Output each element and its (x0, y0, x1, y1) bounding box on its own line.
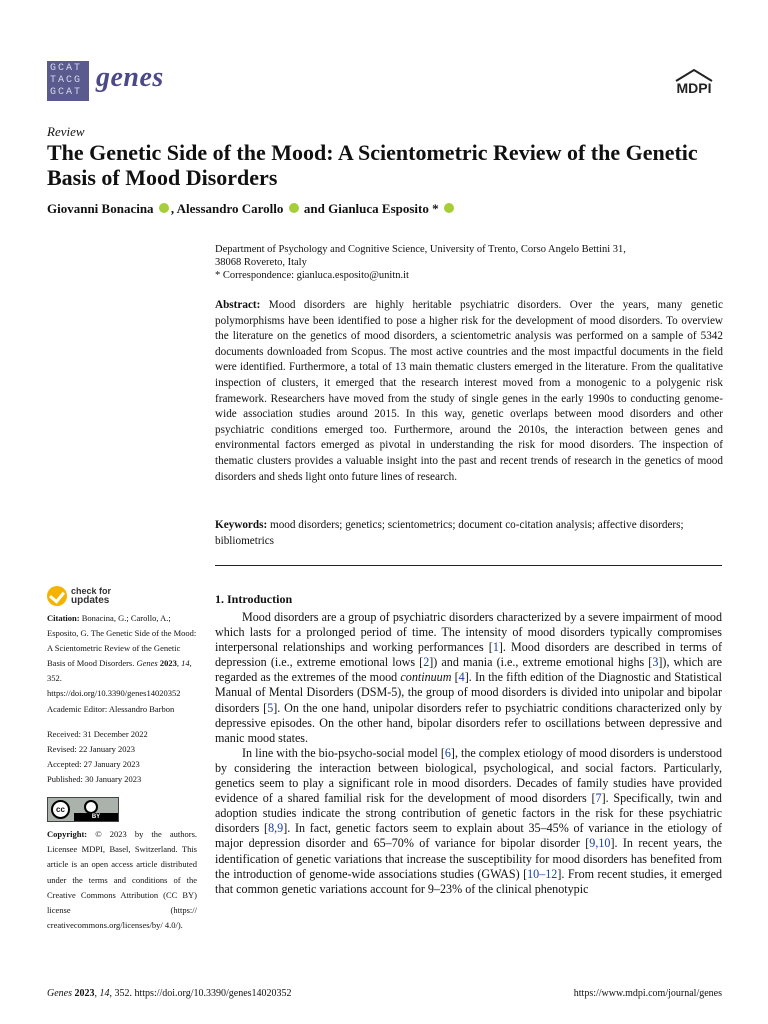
reference-link[interactable]: 3 (652, 655, 659, 670)
affiliation-line: Department of Psychology and Cognitive Science, University of Trento, Corso Angelo Bettini 31, (215, 244, 626, 255)
check-updates-label (71, 586, 111, 606)
check-icon (47, 586, 67, 606)
affiliation-line: 38068 Rovereto, Italy (215, 257, 307, 268)
citation-journal: Genes (136, 658, 158, 668)
footer-citation: Genes 2023, 14, 352. https://doi.org/10.3390/genes14020352 (47, 988, 292, 999)
author-name[interactable]: Giovanni Bonacina (47, 201, 154, 216)
mdpi-logo[interactable] (668, 66, 720, 100)
by-label: BY (74, 813, 118, 821)
reference-link[interactable]: 2 (423, 655, 430, 670)
revised-date: Revised: 22 January 2023 (47, 744, 136, 754)
dates-block (47, 727, 197, 787)
check-updates-line: updates (71, 595, 110, 606)
publisher-name: MDPI (676, 80, 712, 96)
copyright-block (47, 827, 197, 933)
footer-journal: Genes (47, 988, 72, 999)
author-name[interactable]: Alessandro Carollo (176, 201, 284, 216)
cc-license-badge[interactable] (47, 797, 119, 822)
citation-doi[interactable]: , 352. https://doi.org/10.3390/genes14020352 (47, 658, 192, 698)
citation-block: Citation: Bonacina, G.; Carollo, A.; Esposito, G. The Genetic Side of the Mood: A Scientometric Review of the Genetic Basis of Mood Disorders. Genes 2023, 14, 352. https://doi.org/10.3390/genes14020352 (47, 613, 197, 698)
logo-line: GCAT (50, 87, 83, 98)
cc-icon: cc (51, 800, 70, 819)
italic-term: continuum (400, 670, 452, 685)
section-heading: 1. Introduction (215, 592, 293, 606)
logo-line: GCAT (50, 63, 83, 74)
received-date: Received: 31 December 2022 (47, 729, 148, 739)
section-divider (215, 565, 722, 566)
affiliation (215, 243, 725, 282)
keywords-label: Keywords: (215, 519, 268, 531)
reference-link[interactable]: 6 (444, 745, 451, 760)
paragraph: In line with the bio-psycho-social model [6], the complex etiology of mood disorders is understood by considering the interaction between biological, psychological, and social factors. Particularly, genetics seem to play a significant role in mood disorders. Decades of family studies have provided evidence of a shared familial risk for the development of mood disorders [7]. Specifically, twin and adoption studies indicate the strong contribution of genetic factors in the risk for these psychiatric disorders [8,9]. In fact, genetic factors seem to explain about 35–45% of variance in the etiology of major depression disorder and 65–70% of variance for bipolar disorder [9,10]. In recent years, the identification of genetic variations that increase the susceptibility for mood disorders has benefited from the introduction of genome-wide associations studies (GWAS) [10–12]. From recent studies, it emerged that common genetic variations account for 9–23% of the clinical phenotypic (215, 745, 723, 896)
citation-volume: 14 (181, 658, 190, 668)
reference-link[interactable]: 5 (267, 700, 274, 715)
reference-link[interactable]: 1 (492, 640, 499, 655)
accepted-date: Accepted: 27 January 2023 (47, 759, 140, 769)
academic-editor: Academic Editor: Alessandro Barbon (47, 704, 175, 714)
orcid-icon[interactable] (289, 203, 299, 213)
citation-text: Bonacina, G.; Carollo, A.; Esposito, G. The Genetic Side of the Mood: A Scientometric Review of the Genetic Basis of Mood Disorders. (47, 613, 197, 668)
intro-body (215, 610, 722, 897)
footer-year: 2023 (74, 988, 95, 999)
paragraph: Mood disorders are a group of psychiatric disorders characterized by a severe impairment of mood which lasts for a prolonged period of time. The intensity of mood disorders typically compromises interpersonal relationships and working performances [1]. Mood disorders are described in terms of depression (i.e., extreme emotional lows [2]) and mania (i.e., extreme emotional highs [3]), which are regarded as the extremes of the mood continuum [4]. In the fifth edition of the Diagnostic and Statistical Manual of Mental Disorders (DSM-5), the group of mood disorders is divided into unipolar and bipolar disorders [5]. On the one hand, unipolar disorders refer to psychiatric conditions characterized only by depressive episodes. On the other hand, bipolar disorders refer to oscillations between depressive and manic mood states. (215, 610, 722, 745)
reference-link[interactable]: 7 (595, 791, 602, 806)
journal-logo (47, 61, 89, 101)
copyright-label: Copyright: (47, 829, 88, 839)
footer-volume: 14 (99, 988, 110, 999)
reference-link[interactable]: 9,10 (589, 836, 611, 851)
reference-link[interactable]: 10–12 (527, 866, 558, 881)
by-person-icon (84, 800, 98, 814)
check-for-updates-button[interactable] (47, 586, 167, 608)
orcid-icon[interactable] (159, 203, 169, 213)
citation-label: Citation: (47, 613, 80, 623)
keywords (215, 518, 723, 549)
journal-name[interactable]: genes (96, 62, 164, 93)
citation-year: 2023 (159, 658, 177, 668)
footer-doi[interactable]: , 352. https://doi.org/10.3390/genes14020352 (109, 988, 292, 999)
author-list: Giovanni Bonacina , Alessandro Carollo and Gianluca Esposito * (47, 201, 456, 217)
reference-link[interactable]: 4 (458, 670, 465, 685)
logo-line: TACG (50, 75, 83, 86)
abstract-text: Mood disorders are highly heritable psychiatric disorders. Over the years, many genetic polymorphisms have been identified to pose a higher risk for the development of mood disorders. To overview the literature on the genetics of mood disorders, a scientometric analysis was performed on a sample of 5342 documents downloaded from Scopus. The most active countries and the most impactful documents in the field were identified. Furthermore, a total of 13 main thematic clusters emerged in the literature. From the qualitative inspection of clusters, it emerged that the research interest moved from a monogenic to a polygenic risk framework. Researchers have moved from the study of single genes in the early 1990s to conducting genome-wide association studies around 2015. In this way, genetic overlaps between mood disorders and other psychiatric conditions emerged too. Furthermore, around the 2010s, the interaction between genes and environmental factors emerged as pivotal in understanding the risk for mood disorders. The inspection of thematic clusters provides a valuable insight into the past and recent trends of research in the genetics of mood disorders and sheds light onto future lines of research. (215, 299, 723, 483)
correspondence: * Correspondence: gianluca.esposito@unitn.it (215, 270, 409, 281)
reference-link[interactable]: 8,9 (268, 821, 284, 836)
article-title: The Genetic Side of the Mood: A Scientometric Review of the Genetic Basis of Mood Disorders (47, 140, 698, 190)
published-date: Published: 30 January 2023 (47, 774, 142, 784)
abstract-label: Abstract: (215, 299, 261, 311)
orcid-icon[interactable] (444, 203, 454, 213)
author-name[interactable]: and Gianluca Esposito * (303, 201, 439, 216)
copyright-text: © 2023 by the authors. Licensee MDPI, Basel, Switzerland. This article is an open access article distributed under the terms and conditions of the Creative Commons Attribution (CC BY) license (https:// creativecommons.org/licenses/by/ 4.0/). (47, 829, 197, 931)
footer-journal-url[interactable]: https://www.mdpi.com/journal/genes (573, 988, 722, 999)
check-updates-line: check for (71, 586, 112, 596)
keywords-text: mood disorders; genetics; scientometrics; document co-citation analysis; affective disorders; bibliometrics (215, 519, 684, 547)
article-type: Review (47, 124, 85, 139)
abstract (215, 298, 723, 485)
